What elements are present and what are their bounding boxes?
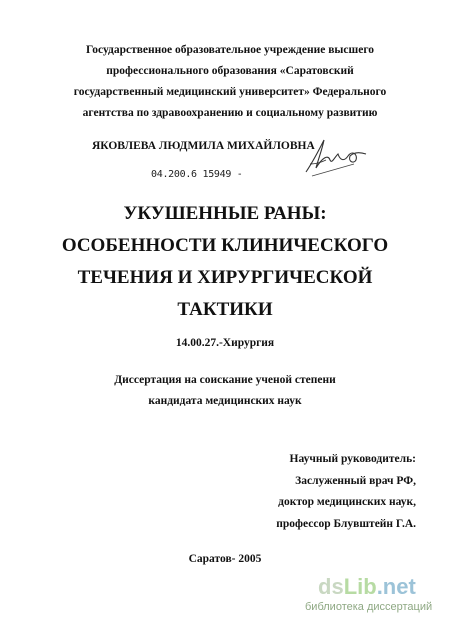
dissertation-title — [40, 198, 410, 326]
header-line: профессионального образования «Саратовский — [106, 65, 354, 77]
advisor-line: профессор Блувштейн Г.А. — [276, 517, 416, 530]
registration-number-stamp: 04.200.6 15949 - — [151, 169, 243, 180]
watermark-subtitle: библиотека диссертаций — [305, 601, 433, 613]
degree-statement — [0, 370, 450, 412]
title-line: ТАКТИКИ — [177, 299, 273, 320]
advisor-line: Научный руководитель: — [289, 453, 416, 465]
specialty-code: 14.00.27.-Хирургия — [175, 337, 275, 349]
header-line: агентства по здравоохранению и социальному развитию — [82, 107, 378, 119]
title-line: УКУШЕННЫЕ РАНЫ: — [123, 203, 327, 224]
title-line: ОСОБЕННОСТИ КЛИНИЧЕСКОГО — [61, 235, 389, 256]
city-year: Саратов- 2005 — [188, 553, 262, 565]
handwritten-signature — [300, 134, 370, 178]
title-line: ТЕЧЕНИЯ И ХИРУРГИЧЕСКОЙ — [77, 267, 373, 288]
watermark-logo: dsLib.net — [318, 574, 416, 599]
header-line: государственный медицинский университет» Федерального — [73, 86, 387, 98]
advisor-line: доктор медицинских наук, — [278, 496, 416, 508]
advisor-line: Заслуженный врач РФ, — [295, 474, 416, 487]
header-line: Государственное образовательное учреждение высшего — [85, 44, 375, 56]
degree-line: кандидата медицинских наук — [148, 395, 302, 407]
degree-line: Диссертация на соискание ученой степени — [114, 374, 336, 386]
author-name: ЯКОВЛЕВА ЛЮДМИЛА МИХАЙЛОВНА — [92, 140, 315, 152]
scientific-advisor — [276, 449, 416, 535]
institution-header — [60, 40, 400, 124]
